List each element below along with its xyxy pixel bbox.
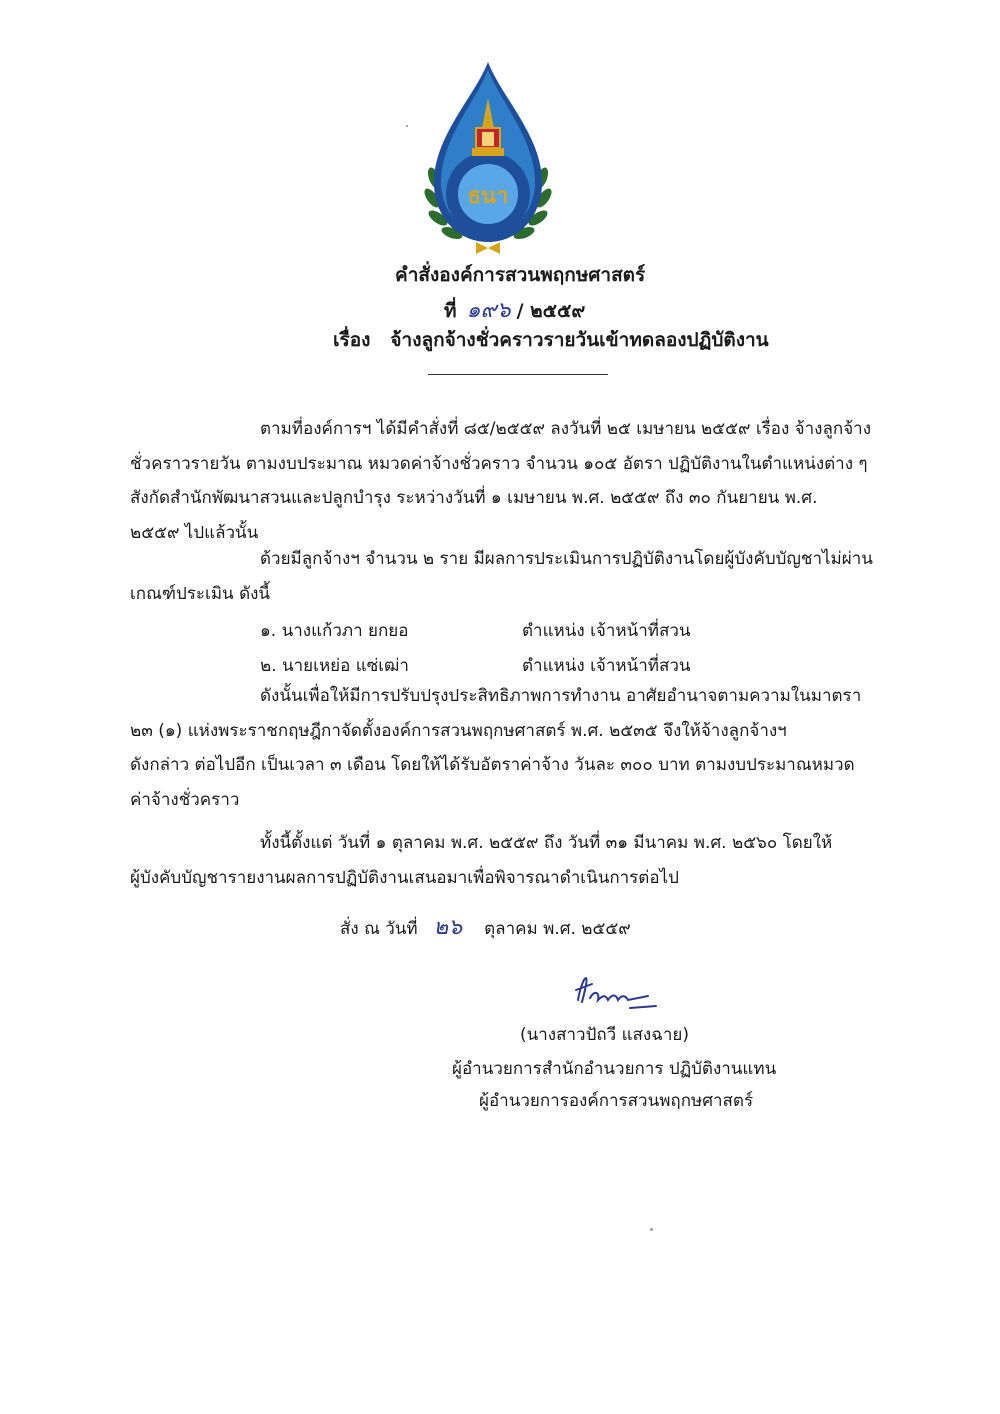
- paragraph-effective-period: [130, 826, 876, 895]
- order-date-day-handwritten: ๒๖: [433, 915, 463, 940]
- paragraph-line: ด้วยมีลูกจ้างฯ จำนวน ๒ ราย มีผลการประเมินการปฏิบัติงานโดยผู้บังคับบัญชาไม่ผ่าน: [260, 549, 873, 569]
- logo-monogram: ธนา: [467, 184, 509, 209]
- list-item: [260, 614, 691, 649]
- order-number-year: / ๒๕๕๙: [516, 300, 586, 322]
- signer-title-line-1: ผู้อำนวยการสำนักอำนวยการ ปฏิบัติงานแทน: [452, 1059, 777, 1079]
- paragraph-line: สังกัดสำนักพัฒนาสวนและปลูกบำรุง ระหว่างวันที่ ๑ เมษายน พ.ศ. ๒๕๕๙ ถึง ๓๐ กันยายน พ.ศ.: [130, 488, 818, 508]
- paragraph-line: ดังกล่าว ต่อไปอีก เป็นเวลา ๓ เดือน โดยให้ได้รับอัตราค่าจ้าง วันละ ๓๐๐ บาท ตามงบประมาณหมวด: [130, 755, 855, 775]
- paragraph-line: ชั่วคราวรายวัน ตามงบประมาณ หมวดค่าจ้างชั่วคราว จำนวน ๑๐๕ อัตรา ปฏิบัติงานในตำแหน่งต่าง ๆ: [130, 453, 868, 474]
- signer-name: (นางสาวปัถวี แสงฉาย): [520, 1025, 689, 1045]
- paragraph-line: เกณฑ์ประเมิน ดังนี้: [130, 583, 271, 604]
- paragraph-line: ตามที่องค์การฯ ได้มีคำสั่งที่ ๘๕/๒๕๕๙ ลงวันที่ ๒๕ เมษายน ๒๕๕๙ เรื่อง จ้างลูกจ้าง: [260, 419, 872, 439]
- order-title: คำสั่งองค์การสวนพฤกษศาสตร์: [395, 264, 646, 286]
- paragraph-line: ทั้งนี้ตั้งแต่ วันที่ ๑ ตุลาคม พ.ศ. ๒๕๕๙ ถึง วันที่ ๓๑ มีนาคม พ.ศ. ๒๕๖๐ โดยให้: [260, 833, 833, 853]
- list-item: [260, 649, 691, 684]
- paragraph-decision: [130, 679, 876, 817]
- order-date-rest: ตุลาคม พ.ศ. ๒๕๕๙: [484, 919, 631, 939]
- employee-position: ตำแหน่ง เจ้าหน้าที่สวน: [522, 621, 691, 641]
- paragraph-line: ๒๓ (๑) แห่งพระราชกฤษฎีกาจัดตั้งองค์การสวนพฤกษศาสตร์ พ.ศ. ๒๕๓๕ จึงให้จ้างลูกจ้างฯ: [130, 720, 787, 741]
- employee-name: ๑. นางแก้วภา ยกยอ: [260, 621, 409, 641]
- paragraph-evaluation: [130, 542, 876, 611]
- paragraph-line: ค่าจ้างชั่วคราว: [130, 789, 240, 810]
- paragraph-background: [130, 412, 876, 550]
- botanical-garden-organization-logo: [424, 58, 552, 256]
- subject-label: เรื่อง: [333, 329, 371, 351]
- signer-title-line-2: ผู้อำนวยการองค์การสวนพฤกษศาสตร์: [479, 1091, 754, 1111]
- scan-speck: [650, 1228, 653, 1231]
- handwritten-signature: [570, 970, 660, 1012]
- employee-position: ตำแหน่ง เจ้าหน้าที่สวน: [522, 655, 691, 676]
- heading-divider: [428, 374, 608, 375]
- subject-text: จ้างลูกจ้างชั่วคราวรายวันเข้าทดลองปฏิบัติงาน: [390, 329, 769, 351]
- order-number: [444, 292, 585, 327]
- employee-list: [260, 614, 691, 683]
- paragraph-line: ผู้บังคับบัญชารายงานผลการปฏิบัติงานเสนอมาเพื่อพิจารณาดำเนินการต่อไป: [130, 867, 679, 888]
- order-number-label: ที่: [444, 300, 457, 322]
- order-number-handwritten: ๑๙๖: [466, 298, 511, 323]
- order-date-prefix: สั่ง ณ วันที่: [340, 919, 418, 939]
- order-date: [340, 909, 631, 944]
- paragraph-line: ดังนั้นเพื่อให้มีการปรับปรุงประสิทธิภาพการทำงาน อาศัยอำนาจตามความในมาตรา: [260, 686, 862, 706]
- paragraph-line: ๒๕๕๙ ไปแล้วนั้น: [130, 522, 259, 543]
- order-subject: [333, 325, 769, 355]
- employee-name: ๒. นายเหย่อ แซ่เฒ่า: [260, 655, 409, 676]
- scan-speck: [406, 125, 408, 127]
